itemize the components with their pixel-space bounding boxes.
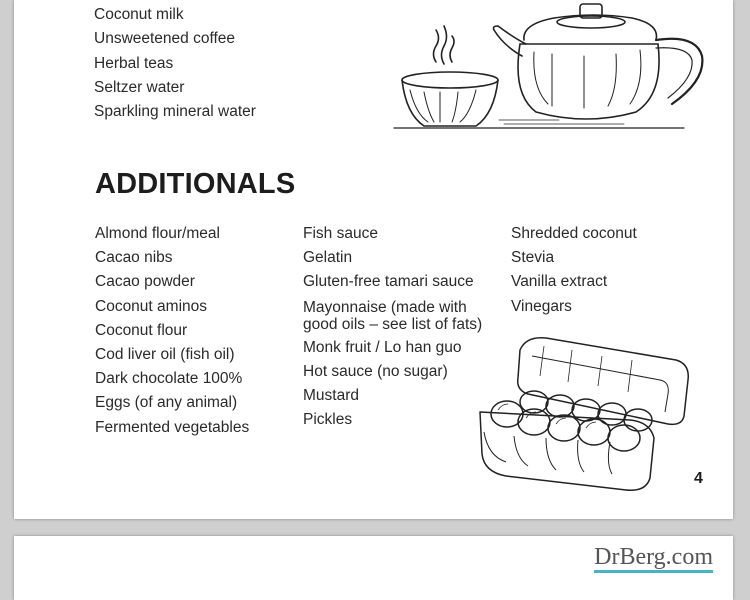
list-item: Fermented vegetables xyxy=(95,418,250,436)
document-page xyxy=(14,0,733,519)
list-item: Monk fruit / Lo han guo xyxy=(303,338,462,356)
list-item: Gluten-free tamari sauce xyxy=(303,273,474,291)
list-item: Vanilla extract xyxy=(511,273,608,291)
list-item: Coconut aminos xyxy=(95,297,208,315)
list-item: Herbal teas xyxy=(94,54,174,72)
list-item: Dark chocolate 100% xyxy=(95,370,243,388)
teapot-illustration xyxy=(384,0,704,135)
list-item: Eggs (of any animal) xyxy=(95,394,238,412)
list-item: Cod liver oil (fish oil) xyxy=(95,346,235,364)
egg-carton-illustration xyxy=(462,330,692,495)
section-heading: ADDITIONALS xyxy=(95,168,296,200)
list-item: Seltzer water xyxy=(94,78,185,96)
drinks-list xyxy=(94,3,256,124)
brand-logo: DrBerg.com xyxy=(594,544,713,573)
list-item: Unsweetened coffee xyxy=(94,30,236,48)
list-item: Coconut milk xyxy=(94,6,184,23)
list-item: Mustard xyxy=(303,387,359,405)
list-item: Fish sauce xyxy=(303,225,378,242)
list-item: Gelatin xyxy=(303,249,353,267)
list-item: Pickles xyxy=(303,411,353,429)
list-item: Stevia xyxy=(511,249,555,267)
list-item: Coconut flour xyxy=(95,321,188,339)
list-item-line: good oils – see list of fats) xyxy=(303,315,483,333)
list-item: Almond flour/meal xyxy=(95,225,220,242)
list-item-line: Mayonnaise (made with xyxy=(303,298,467,316)
list-item: Vinegars xyxy=(511,297,572,315)
list-item: Cacao powder xyxy=(95,273,195,291)
list-item: Cacao nibs xyxy=(95,249,173,267)
page-number: 4 xyxy=(694,470,703,487)
list-item: Sparkling mineral water xyxy=(94,103,256,121)
additionals-column-3 xyxy=(511,222,711,319)
list-item: Hot sauce (no sugar) xyxy=(303,362,448,380)
list-item: Shredded coconut xyxy=(511,225,637,242)
document-page-next xyxy=(14,536,733,600)
additionals-column-1 xyxy=(95,222,295,440)
